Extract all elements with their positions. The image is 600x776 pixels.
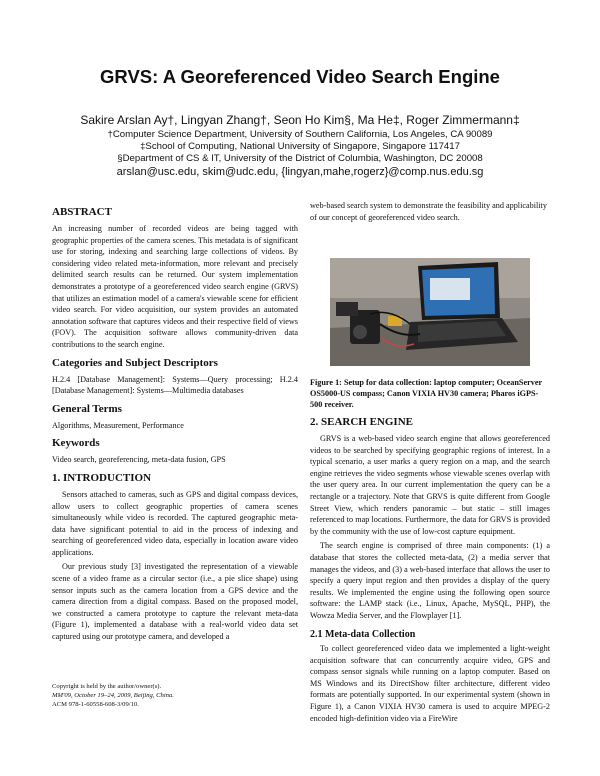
- right-top-paragraph: web-based search system to demonstrate the feasibility and applicability of our concept of georeferenced video search.: [310, 201, 547, 222]
- intro-paragraph-1: Sensors attached to cameras, such as GPS and digital compass devices, allow users to collect geographic properties of camera scenes simultaneously while video is recorded. The captured geographic meta-data have significant potential to aid in the process of indexing and searching of georeferenced video data, especially in location aware video applications.: [52, 489, 298, 557]
- categories-text: H.2.4 [Database Management]: Systems—Query processing; H.2.4 [Database Management]: Systems—Multimedia databases: [52, 374, 298, 396]
- search-engine-paragraph-2: The search engine is comprised of three main components: (1) a database that stores the collected meta-data, (2) a media server that manages the videos, and (3) a web-based interface that allows the user to specify a query input region and then provides a display of the query results. We implemented the engine using the following open source software: the LAMP stack (i.e., Linux, Apache, MySQL, PHP), the Wowza Media Server, and the Flowplayer [1].: [310, 541, 550, 620]
- abstract-heading: ABSTRACT: [52, 206, 112, 218]
- right-column: [310, 410, 550, 727]
- keywords-text: Video search, georeferencing, meta-data fusion, GPS: [52, 455, 226, 465]
- abstract-text: An increasing number of recorded videos are being tagged with geographic properties of the camera scenes. This metadata is of significant use for storing, indexing and searching large collections of videos. By considering video related meta-information, more relevant and precisely delimited search results can be returned. Our system implementation demonstrates a prototype of a georeferenced video search engine (GRVS) that utilizes an estimation model of a camera's viewable scene for efficient video search. For video acquisition, our system provides an automated annotation software that captures videos and their respective field of views (FOV). The acquisition software allows community-driven data contributions to the search engine.: [52, 224, 298, 349]
- intro-paragraph-2: Our previous study [3] investigated the representation of a viewable scene of a video frame as a circular sector (i.e., a pie slice shape) using sensor inputs such as the camera location from a GPS device and the camera direction from a digital compass. Based on the proposed model, we constructed a camera prototype to capture the relevant meta-data (Figure 1), implemented a database with a real-world video data set captured using our prototype camera, and developed a: [52, 562, 298, 642]
- metadata-collection-paragraph: To collect georeferenced video data we implemented a light-weight acquisition software that can concurrently acquire video, GPS and compass sensor signals while running on a laptop computer. Based on MS Windows and its DirectShow filter architecture, different video formats are potentially supported. In our experimental system (shown in Figure 1), a Canon VIXIA HV30 camera is used to acquire MPEG-2 encoded high-definition video via a FireWire: [310, 644, 550, 723]
- left-column: [52, 200, 298, 646]
- search-engine-heading: 2. SEARCH ENGINE: [310, 416, 413, 428]
- metadata-collection-heading: 2.1 Meta-data Collection: [310, 628, 416, 640]
- author-emails: arslan@usc.edu, skim@udc.edu, {lingyan,mahe,rogerz}@comp.nus.edu.sg: [116, 166, 484, 178]
- author-list: Sakire Arslan Ay†, Lingyan Zhang†, Seon Ho Kim§, Ma He‡, Roger Zimmermann‡: [80, 113, 520, 127]
- conference-line: MM'09, October 19–24, 2009, Beijing, China.: [52, 692, 174, 700]
- affiliation-usc: †Computer Science Department, University of Southern California, Los Angeles, CA 90089: [107, 129, 493, 140]
- acm-line: ACM 978-1-60558-608-3/09/10.: [52, 701, 139, 709]
- paper-title: GRVS: A Georeferenced Video Search Engine: [100, 66, 500, 87]
- categories-heading: Categories and Subject Descriptors: [52, 356, 218, 369]
- keywords-heading: Keywords: [52, 437, 100, 450]
- affiliation-udc: §Department of CS & IT, University of the District of Columbia, Washington, DC 20008: [117, 153, 483, 164]
- copyright-line: Copyright is held by the author/owner(s).: [52, 683, 162, 690]
- setup-photo: [330, 258, 530, 366]
- general-terms-text: Algorithms, Measurement, Performance: [52, 420, 184, 430]
- affiliation-nus: ‡School of Computing, National University of Singapore, Singapore 117417: [140, 141, 460, 152]
- search-engine-paragraph-1: GRVS is a web-based video search engine that allows georeferenced videos to be searched by specifying geographic regions of interest. In a typical scenario, a user marks a query region on a map, and the search engine retrieves the video segments whose viewable scenes overlap with the user query area. In our current implementation the query can be a rectangle or a trajectory. Note that GRVS is quite different from Google Street View, which renders panoramic – but static – still images referenced to map locations. Furthermore, the data for GRVS is provided by the community with the use of low-cost capture equipment.: [310, 434, 550, 536]
- introduction-heading: 1. INTRODUCTION: [52, 471, 152, 484]
- copyright-footnote: [52, 682, 298, 710]
- general-terms-heading: General Terms: [52, 402, 122, 415]
- figure-1-caption: Figure 1: Setup for data collection: laptop computer; OceanServer OS5000-US compass; Canon VIXIA HV30 camera; Pharos iGPS-500 receiver.: [310, 378, 542, 409]
